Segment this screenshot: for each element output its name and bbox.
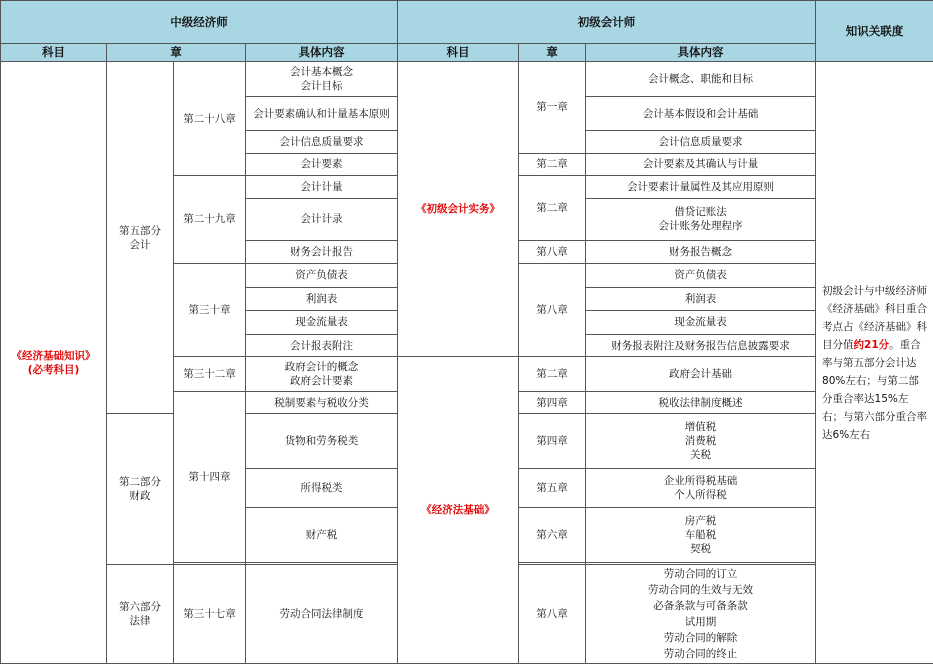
r-content-quality: 会计信息质量要求 <box>586 131 816 153</box>
l-content-elements-measure: 会计要素确认和计量基本原则 <box>246 96 398 131</box>
part2: 第二部分 财政 <box>107 414 174 565</box>
left-chapter-header: 章 <box>107 43 246 61</box>
r-ch2c: 第二章 <box>519 357 586 392</box>
relevance-note <box>816 62 933 664</box>
r-ch8a: 第八章 <box>519 241 586 263</box>
part6: 第六部分 法律 <box>107 565 174 664</box>
r-ch4b: 第四章 <box>519 414 586 469</box>
right-title: 初级会计师 <box>398 1 816 44</box>
l-content-record: 会计计录 <box>246 198 398 241</box>
r-content-balance: 资产负债表 <box>586 263 816 287</box>
l-content-balance: 资产负债表 <box>246 263 398 287</box>
ch14: 第十四章 <box>174 391 246 562</box>
l-content-quality: 会计信息质量要求 <box>246 131 398 153</box>
l-content-labor: 劳动合同法律制度 <box>246 565 398 664</box>
r-content-assumption: 会计基本假设和会计基础 <box>586 96 816 131</box>
relevance-note-text-1: 初级会计与中级经济师《经济基础》科目重合考点占《经济基础》科目分值 <box>822 284 928 351</box>
right-subject-1: 《初级会计实务》 <box>398 62 519 357</box>
r-content-attr: 会计要素计量属性及其应用原则 <box>586 176 816 198</box>
r-content-cash: 现金流量表 <box>586 310 816 334</box>
r-ch5: 第五章 <box>519 469 586 508</box>
r-content-report: 财务报告概念 <box>586 241 816 263</box>
l-content-gov: 政府会计的概念 政府会计要素 <box>246 357 398 392</box>
r-content-vat: 增值税 消费税 关税 <box>586 414 816 469</box>
l-content-taxbasic: 税制要素与税收分类 <box>246 391 398 413</box>
r-content-gov: 政府会计基础 <box>586 357 816 392</box>
ch28: 第二十八章 <box>174 62 246 176</box>
r-content-tax: 税收法律制度概述 <box>586 391 816 413</box>
l-content-profit: 利润表 <box>246 288 398 310</box>
l-content-income: 所得税类 <box>246 469 398 508</box>
r-ch1: 第一章 <box>519 62 586 154</box>
left-subject-note: (必考科目) <box>27 363 80 376</box>
r-content-property: 房产税 车船税 契税 <box>586 508 816 563</box>
left-content-header: 具体内容 <box>246 43 398 61</box>
relevance-note-highlight: 约21分 <box>853 338 890 351</box>
relevance-header: 知识关联度 <box>816 1 933 62</box>
r-content-elements: 会计要素及其确认与计量 <box>586 153 816 175</box>
r-content-labor: 劳动合同的订立 劳动合同的生效与无效 必备条款与可备条款 试用期 劳动合同的解除 劳动合同的终止 <box>586 565 816 664</box>
r-ch8b: 第八章 <box>519 263 586 357</box>
r-ch2b: 第二章 <box>519 176 586 241</box>
r-ch8c: 第八章 <box>519 565 586 664</box>
r-content-profit: 利润表 <box>586 288 816 310</box>
l-content-measure: 会计计量 <box>246 176 398 198</box>
part5: 第五部分 会计 <box>107 62 174 414</box>
ch32: 第三十二章 <box>174 357 246 392</box>
ch30: 第三十章 <box>174 263 246 357</box>
right-subject-2: 《经济法基础》 <box>398 357 519 664</box>
l-content-notes: 会计报表附注 <box>246 334 398 356</box>
l-content-basic: 会计基本概念 会计目标 <box>246 62 398 97</box>
left-subject <box>1 62 107 664</box>
r-content-concept: 会计概念、职能和目标 <box>586 62 816 97</box>
l-content-report: 财务会计报告 <box>246 241 398 263</box>
relevance-note-text-2: 。重合率与第五部分会计达80%左右；与第二部分重合率达15%左右；与第六部分重合率达6%左右 <box>822 338 928 441</box>
l-content-property: 财产税 <box>246 508 398 563</box>
l-content-cash: 现金流量表 <box>246 310 398 334</box>
left-subject-header: 科目 <box>1 43 107 61</box>
r-content-notes: 财务报表附注及财务报告信息披露要求 <box>586 334 816 356</box>
r-content-income: 企业所得税基础 个人所得税 <box>586 469 816 508</box>
right-subject-header: 科目 <box>398 43 519 61</box>
ch37: 第三十七章 <box>174 565 246 664</box>
r-ch6: 第六章 <box>519 508 586 563</box>
ch29: 第二十九章 <box>174 176 246 264</box>
r-content-debit: 借贷记账法 会计账务处理程序 <box>586 198 816 241</box>
left-title: 中级经济师 <box>1 1 398 44</box>
l-content-goods: 货物和劳务税类 <box>246 414 398 469</box>
r-ch4: 第四章 <box>519 391 586 413</box>
left-subject-name: 《经济基础知识》 <box>11 349 96 362</box>
right-chapter-header: 章 <box>519 43 586 61</box>
r-ch2a: 第二章 <box>519 153 586 175</box>
l-content-elements: 会计要素 <box>246 153 398 175</box>
right-content-header: 具体内容 <box>586 43 816 61</box>
